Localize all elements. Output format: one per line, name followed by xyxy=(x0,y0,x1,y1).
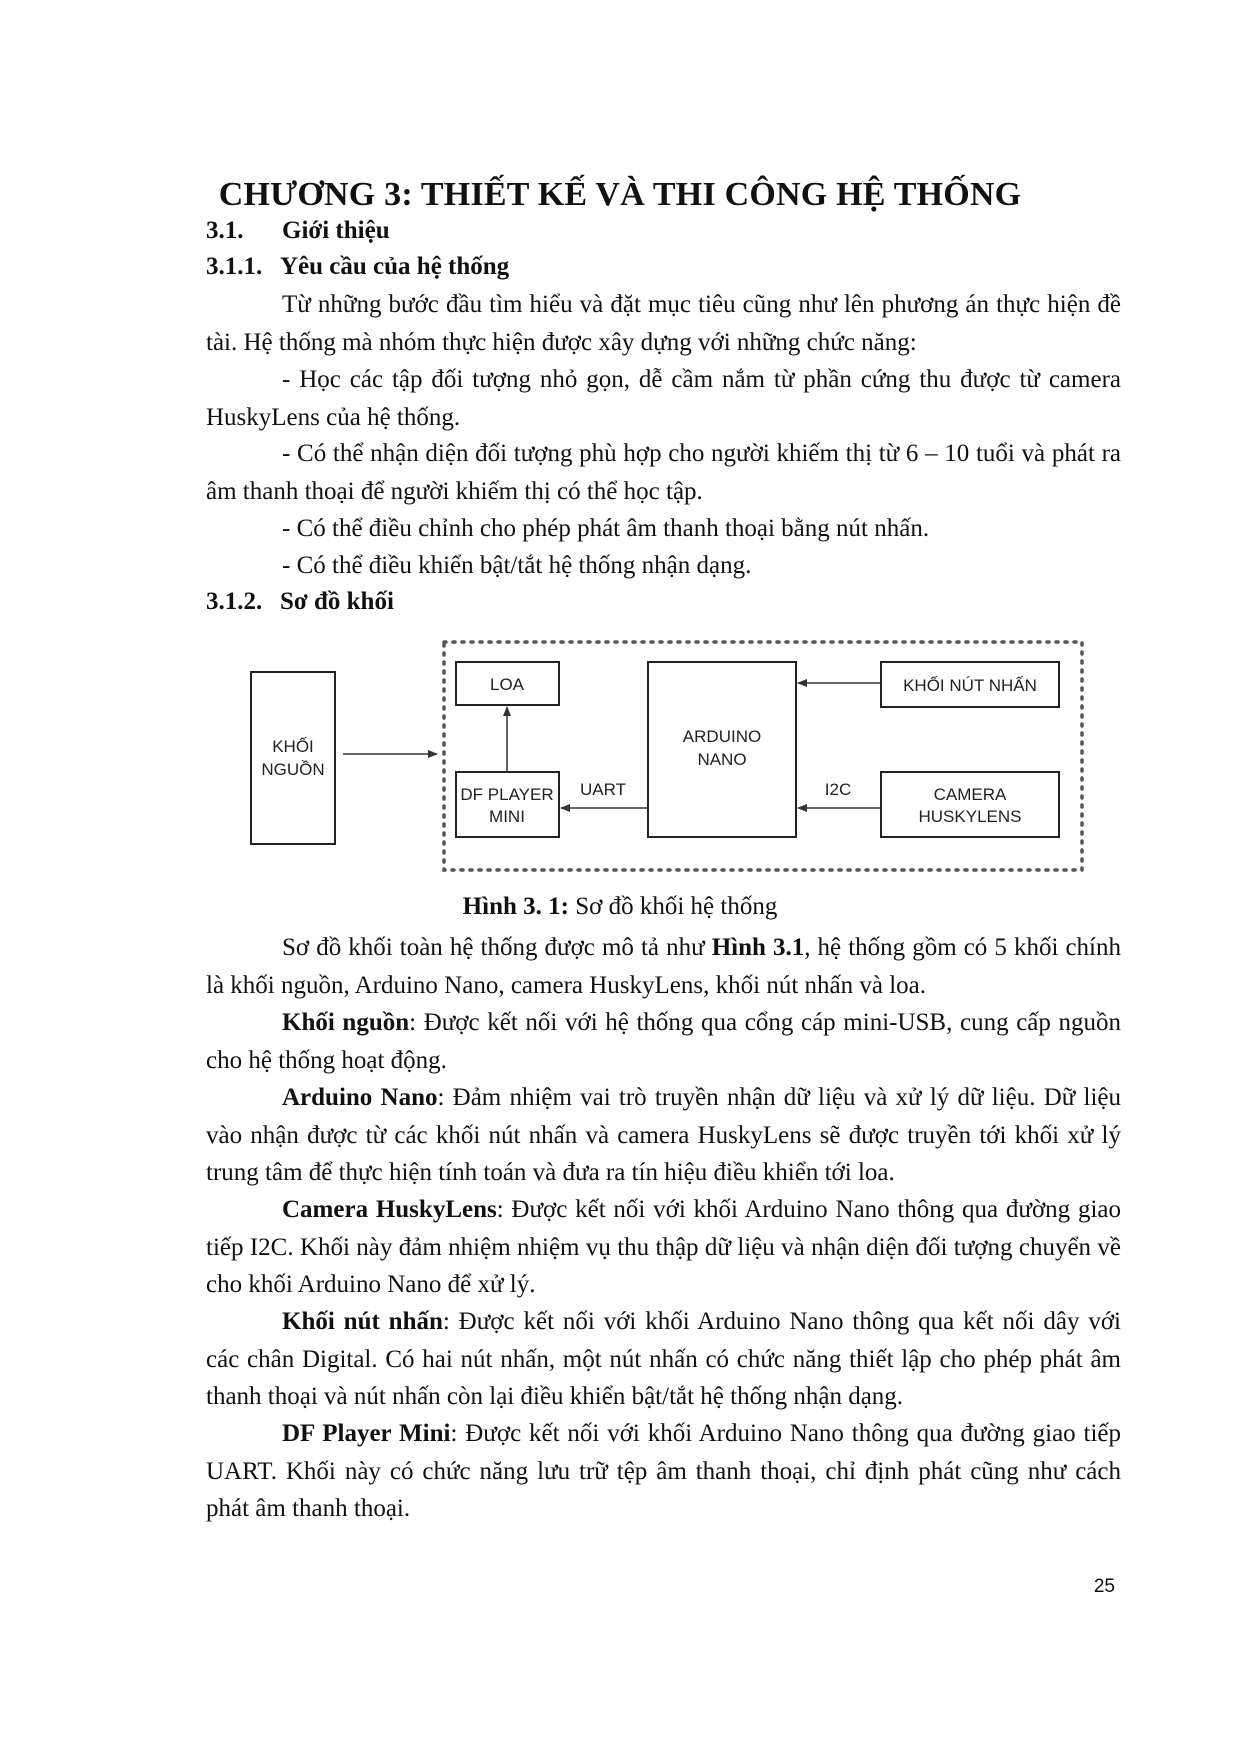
page-number: 25 xyxy=(1093,1576,1115,1597)
power-block xyxy=(251,672,335,844)
section-title: Sơ đồ khối xyxy=(280,588,394,615)
speaker-block-label: LOA xyxy=(489,675,525,694)
requirement-item: - Có thể điều khiển bật/tắt hệ thống nhận dạng. xyxy=(282,552,752,579)
description-paragraph-camera xyxy=(206,1191,1121,1304)
dfplayer-block-label-line1: DF PLAYER xyxy=(460,785,554,804)
description-paragraph-button xyxy=(206,1303,1121,1416)
term: Arduino Nano xyxy=(282,1084,438,1111)
section-title: Giới thiệu xyxy=(282,217,390,244)
figure-caption-label: Hình 3. 1: xyxy=(462,893,569,920)
block-diagram xyxy=(246,630,1086,876)
power-block-label-line1: KHỐI xyxy=(272,737,314,756)
figure-caption xyxy=(0,893,1240,921)
term-description: : Được kết nối với hệ thống qua cổng cáp mini-USB, cung cấp nguồn cho hệ thống hoạt động. xyxy=(206,1009,1122,1074)
term: Khối nút nhấn xyxy=(282,1308,443,1335)
requirement-item: - Có thể điều chỉnh cho phép phát âm thanh thoại bằng nút nhấn. xyxy=(282,515,930,542)
term-description: : Được kết nối với khối Arduino Nano thông qua đường giao tiếp I2C. Khối này đảm nhiệm nhiệm vụ thu thập dữ liệu và nhận diện đối tượng chuyển về cho khối Arduino Nano để xử lý. xyxy=(206,1196,1121,1298)
chapter-title: CHƯƠNG 3: THIẾT KẾ VÀ THI CÔNG HỆ THỐNG xyxy=(218,176,1022,213)
camera-block xyxy=(881,772,1059,837)
camera-block-label-line1: CAMERA xyxy=(933,785,1007,804)
term-description: : Đảm nhiệm vai trò truyền nhận dữ liệu và xử lý dữ liệu. Dữ liệu vào nhận được từ các khối nút nhấn và camera HuskyLens sẽ được truyền tới khối xử lý trung tâm để thực hiện tính toán và đưa ra tín hiệu điều khiển tới loa. xyxy=(206,1084,1121,1186)
section-heading-3-1-2 xyxy=(206,588,394,616)
section-heading-3-1 xyxy=(206,217,390,245)
section-number: 3.1.2. xyxy=(206,588,263,615)
term: Camera HuskyLens xyxy=(282,1196,497,1223)
dfplayer-block xyxy=(456,772,559,837)
camera-block-label-line2: HUSKYLENS xyxy=(918,807,1022,826)
power-block-label-line2: NGUỒN xyxy=(261,760,325,779)
dfplayer-block-label-line2: MINI xyxy=(489,807,525,826)
uart-link-label: UART xyxy=(580,780,626,799)
term-description: : Được kết nối với khối Arduino Nano thông qua đường giao tiếp UART. Khối này có chức năng lưu trữ tệp âm thanh thoại, chỉ định phát cũng như cách phát âm thanh thoại. xyxy=(206,1420,1122,1522)
term: DF Player Mini xyxy=(282,1420,451,1447)
overview-paragraph xyxy=(206,929,1121,1004)
arduino-block xyxy=(648,662,796,837)
term-description: : Được kết nối với khối Arduino Nano thông qua kết nối dây với các chân Digital. Có hai nút nhấn, một nút nhấn có chức năng thiết lập cho phép phát âm thanh thoại và nút nhấn còn lại điều khiển bật/tắt hệ thống nhận dạng. xyxy=(206,1308,1121,1410)
term: Khối nguồn xyxy=(282,1009,410,1036)
button-block-label: KHỐI NÚT NHẤN xyxy=(903,676,1037,695)
i2c-link-label: I2C xyxy=(824,780,852,799)
requirement-item: - Học các tập đối tượng nhỏ gọn, dễ cầm nắm từ phần cứng thu được từ camera HuskyLens của hệ thống. xyxy=(206,366,1121,431)
overview-text-start: Sơ đồ khối toàn hệ thống được mô tả như xyxy=(282,934,712,961)
description-paragraph-arduino xyxy=(206,1079,1121,1192)
arduino-block-label-line1: ARDUINO xyxy=(682,727,762,746)
figure-caption-text: Sơ đồ khối hệ thống xyxy=(568,893,778,920)
section-number: 3.1. xyxy=(206,217,244,244)
requirement-item: - Có thể nhận diện đối tượng phù hợp cho người khiếm thị từ 6 – 10 tuổi và phát ra âm thanh thoại để người khiếm thị có thể học tập. xyxy=(206,440,1121,505)
section-number: 3.1.1. xyxy=(206,253,263,280)
arduino-block-label-line2: NANO xyxy=(697,750,747,769)
section-heading-3-1-1 xyxy=(206,253,509,281)
section-title: Yêu cầu của hệ thống xyxy=(280,253,510,280)
figure-reference: Hình 3.1 xyxy=(711,934,805,961)
requirements-intro: Từ những bước đầu tìm hiểu và đặt mục tiêu cũng như lên phương án thực hiện đề tài. Hệ thống mà nhóm thực hiện được xây dựng với những chức năng: xyxy=(206,291,1121,356)
speaker-block xyxy=(456,662,559,705)
description-paragraph-power xyxy=(206,1004,1121,1079)
description-paragraph-dfplayer xyxy=(206,1415,1121,1528)
overview-text-end: , hệ thống gồm có 5 khối chính là khối nguồn, Arduino Nano, camera HuskyLens, khối nút nhấn và loa. xyxy=(206,934,1121,999)
button-block xyxy=(881,662,1059,707)
